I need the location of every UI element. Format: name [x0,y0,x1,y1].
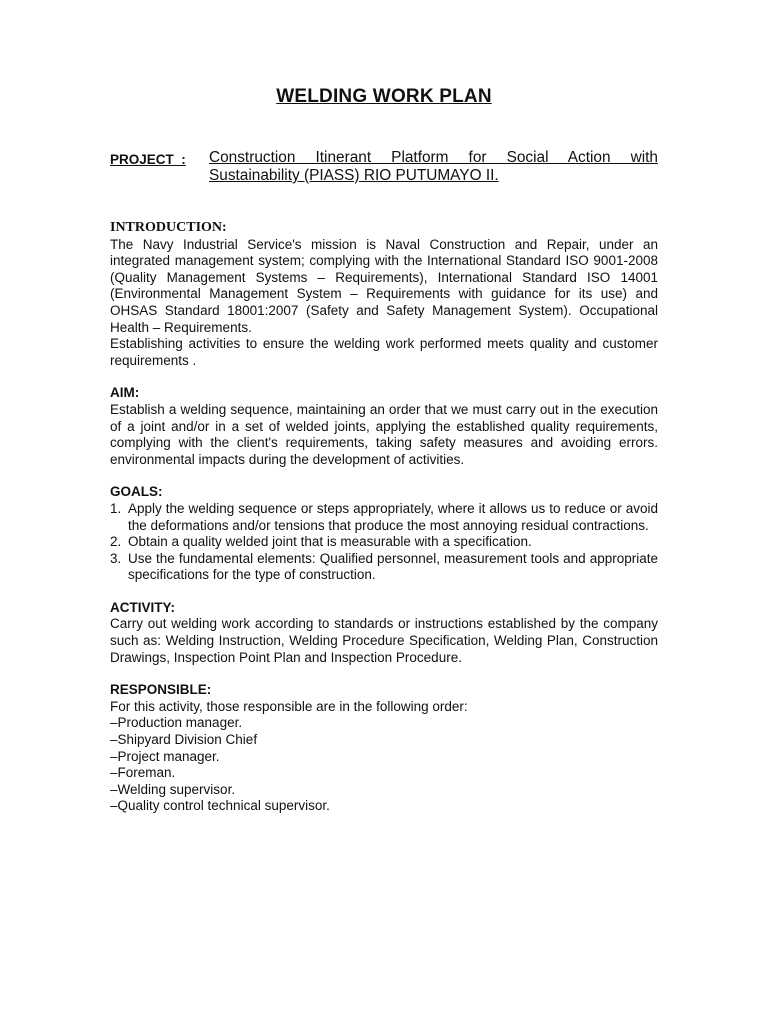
goal-number: 1. [110,500,122,516]
goals-section [110,484,658,584]
list-item: –Quality control technical supervisor. [110,798,330,814]
aim-text: Establish a welding sequence, maintaining an order that we must carry out in the execution of a joint and/or in a set of welded joints, applying the established quality requirements, complying with the client's requirements, taking safety measures and avoiding errors. environmental impacts during the development of activities. [110,401,658,467]
goals-heading: GOALS: [110,484,163,500]
goal-number: 2. [110,534,122,550]
responsible-section [110,682,658,815]
list-item: –Shipyard Division Chief [110,732,258,748]
list-item [110,501,658,534]
project-section [110,149,658,185]
project-name: Construction Itinerant Platform for Social Action with Sustainability (PIASS) RIO PUTUMAYO II. [209,149,658,184]
document-title: WELDING WORK PLAN [276,86,492,107]
introduction-paragraph-2: Establishing activities to ensure the welding work performed meets quality and customer requirements . [110,336,658,368]
goal-text: Apply the welding sequence or steps appropriately, where it allows us to reduce or avoid the deformations and/or tensions that produce the most annoying residual contractions. [128,500,658,533]
activity-heading: ACTIVITY: [110,599,175,615]
activity-text: Carry out welding work according to standards or instructions established by the company such as: Welding Instruction, Welding Procedure Specification, Welding Plan, Construction Drawings, Inspection Point Plan and Inspection Procedure. [110,616,658,665]
activity-section [110,600,658,666]
list-item: –Production manager. [110,715,243,731]
list-item: –Foreman. [110,765,176,781]
responsible-list [110,715,658,815]
goal-text: Obtain a quality welded joint that is measurable with a specification. [128,534,532,550]
list-item: –Project manager. [110,748,220,764]
introduction-section [110,220,658,369]
list-item [110,551,658,584]
document-body [110,220,658,815]
document-page [110,0,658,1024]
goals-list [110,501,658,584]
responsible-intro: For this activity, those responsible are in the following order: [110,698,468,714]
aim-section [110,385,658,468]
goal-text: Use the fundamental elements: Qualified personnel, measurement tools and appropriate specifications for the type of construction. [128,550,658,583]
goal-number: 3. [110,550,122,566]
introduction-paragraph-1: The Navy Industrial Service's mission is Naval Construction and Repair, under an integrated management system; complying with the International Standard ISO 9001-2008 (Quality Management Systems – Requirements), International Standard ISO 14001 (Environmental Management System – Requirements with guidance for its use) and OHSAS Standard 18001:2007 (Safety and Safety Management System). Occupational Health – Requirements. [110,236,658,335]
introduction-heading: INTRODUCTION: [110,220,227,235]
list-item [110,534,658,551]
project-label: PROJECT : [110,152,186,167]
responsible-heading: RESPONSIBLE: [110,682,212,698]
aim-heading: AIM: [110,385,140,401]
list-item: –Welding supervisor. [110,781,236,797]
